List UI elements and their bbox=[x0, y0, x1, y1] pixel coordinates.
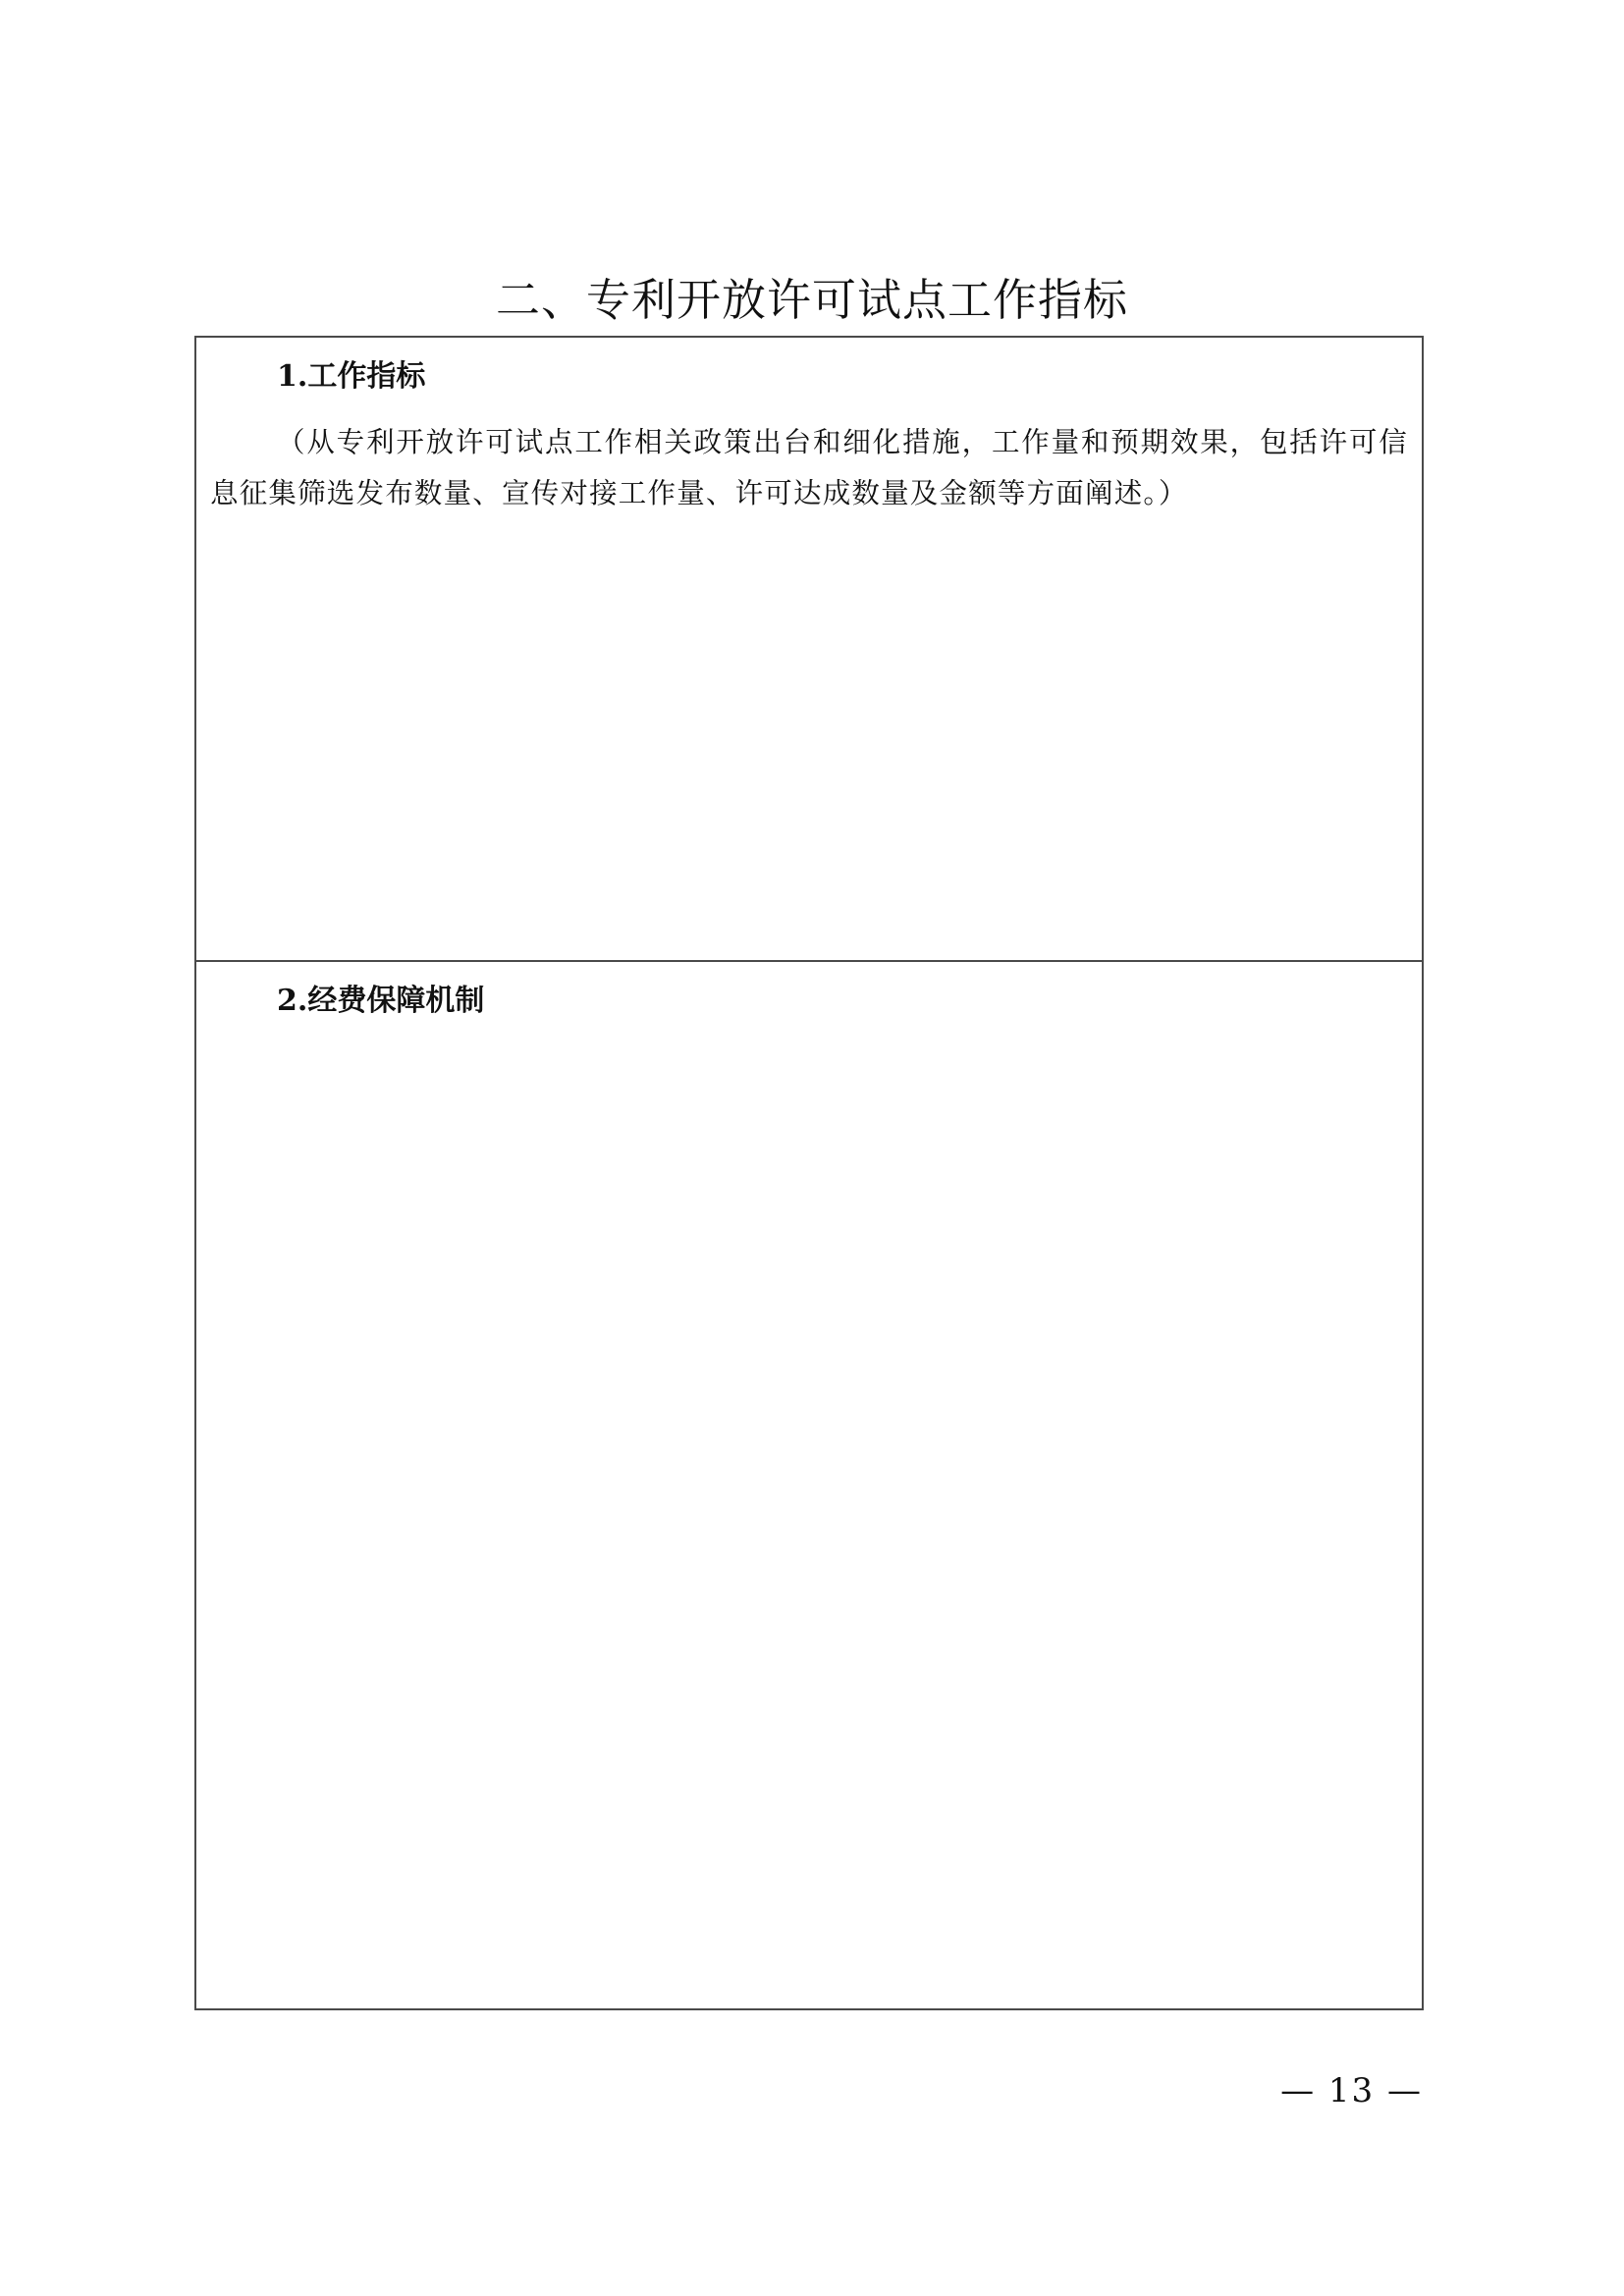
work-indicators-section bbox=[196, 338, 1422, 962]
page-number: — 13 — bbox=[1280, 2071, 1423, 2110]
form-table bbox=[194, 336, 1424, 2010]
funding-mechanism-section bbox=[196, 962, 1422, 2008]
section-heading-work-indicators: 1.工作指标 bbox=[277, 359, 426, 394]
page-title: 二、专利开放许可试点工作指标 bbox=[495, 274, 1128, 326]
section-heading-funding-mechanism: 2.经费保障机制 bbox=[277, 984, 485, 1018]
section-hint-work-indicators: （从专利开放许可试点工作相关政策出台和细化措施，工作量和预期效果，包括许可信息征集筛选发布数量、宣传对接工作量、许可达成数量及金额等方面阐述。） bbox=[210, 426, 1408, 509]
